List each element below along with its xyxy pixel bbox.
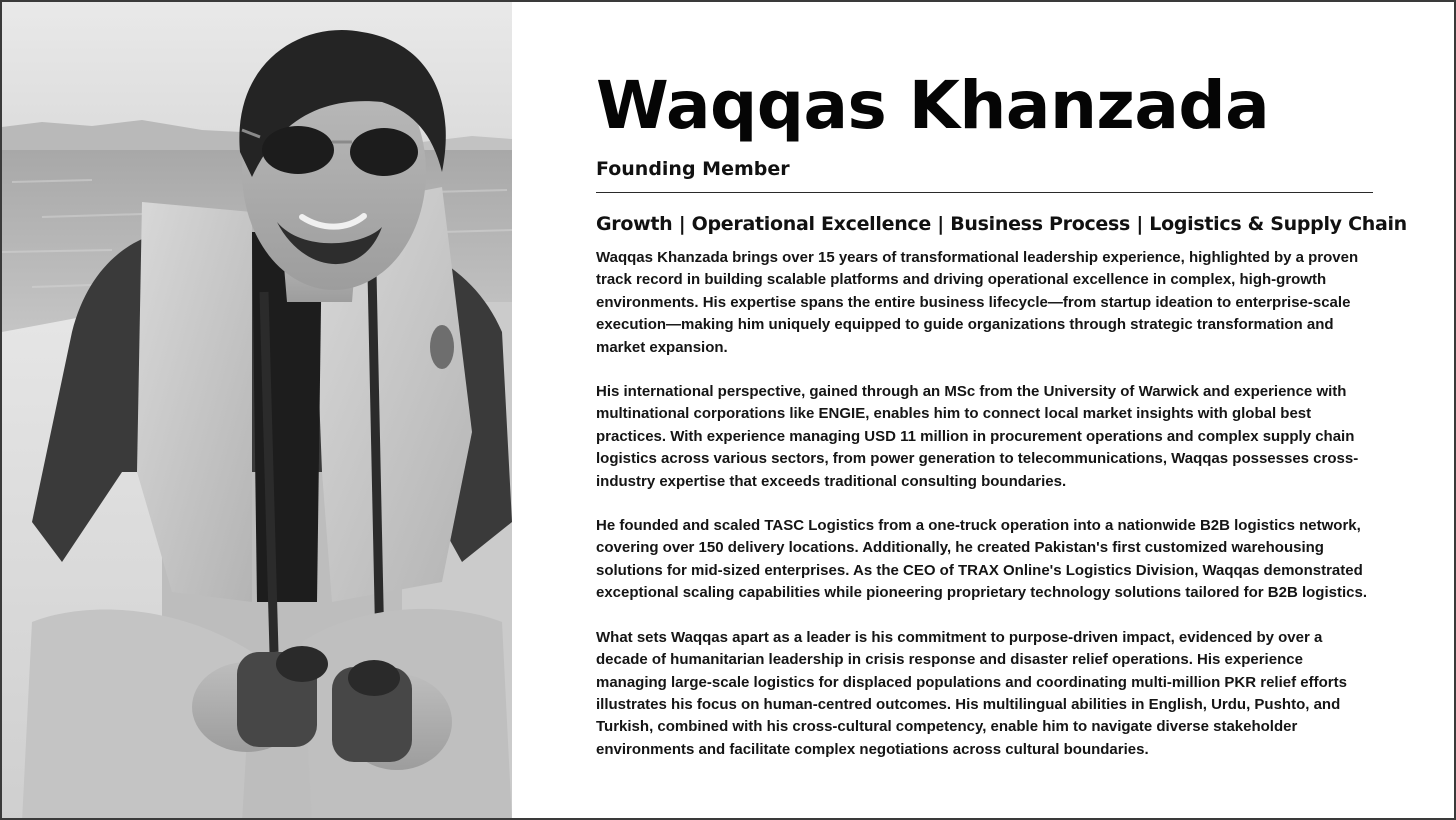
portrait-photo [2,2,512,820]
divider [596,192,1373,193]
bio-paragraph: What sets Waqqas apart as a leader is his commitment to purpose-driven impact, evidenced by over a decade of humanitarian leadership in crisis response and disaster relief operations. His experience managing large-scale logistics for displaced populations and coordinating multi-million PKR relief efforts illustrates his focus on human-centred outcomes. His multilingual abilities in English, Urdu, Pushto, and Turkish, combined with his cross-cultural competency, enable him to navigate diverse stakeholder environments and facilitate complex negotiations across cultural boundaries. [596,628,1347,758]
portrait-photo-icon [2,2,512,820]
expertise-tagline: Growth | Operational Excellence | Business Process | Logistics & Supply Chain [596,213,1407,235]
person-role: Founding Member [596,158,790,180]
bio-paragraph: His international perspective, gained through an MSc from the University of Warwick and experience with multinational corporations like ENGIE, enables him to connect local market insights with global best practices. With experience managing USD 11 million in procurement operations and complex supply chain logistics across various sectors, from power generation to telecommunications, Waqqas possesses cross-industry expertise that exceeds traditional consulting boundaries. [596,383,1359,490]
person-name: Waqqas Khanzada [596,67,1270,144]
bio-panel [596,64,1407,761]
bio-paragraph: He founded and scaled TASC Logistics from a one-truck operation into a nationwide B2B logistics network, covering over 150 delivery locations. Additionally, he created Pakistan's first customized warehousing solutions for mid-sized enterprises. As the CEO of TRAX Online's Logistics Division, Waqqas demonstrated exceptional scaling capabilities while pioneering proprietary technology solutions tailored for B2B logistics. [596,517,1367,602]
bio-paragraph: Waqqas Khanzada brings over 15 years of transformational leadership experience, highlighted by a proven track record in building scalable platforms and driving operational excellence in complex, high-growth environments. His expertise spans the entire business lifecycle—from startup ideation to enterprise-scale execution—making him uniquely equipped to guide organizations through strategic transformation and market expansion. [596,249,1359,356]
